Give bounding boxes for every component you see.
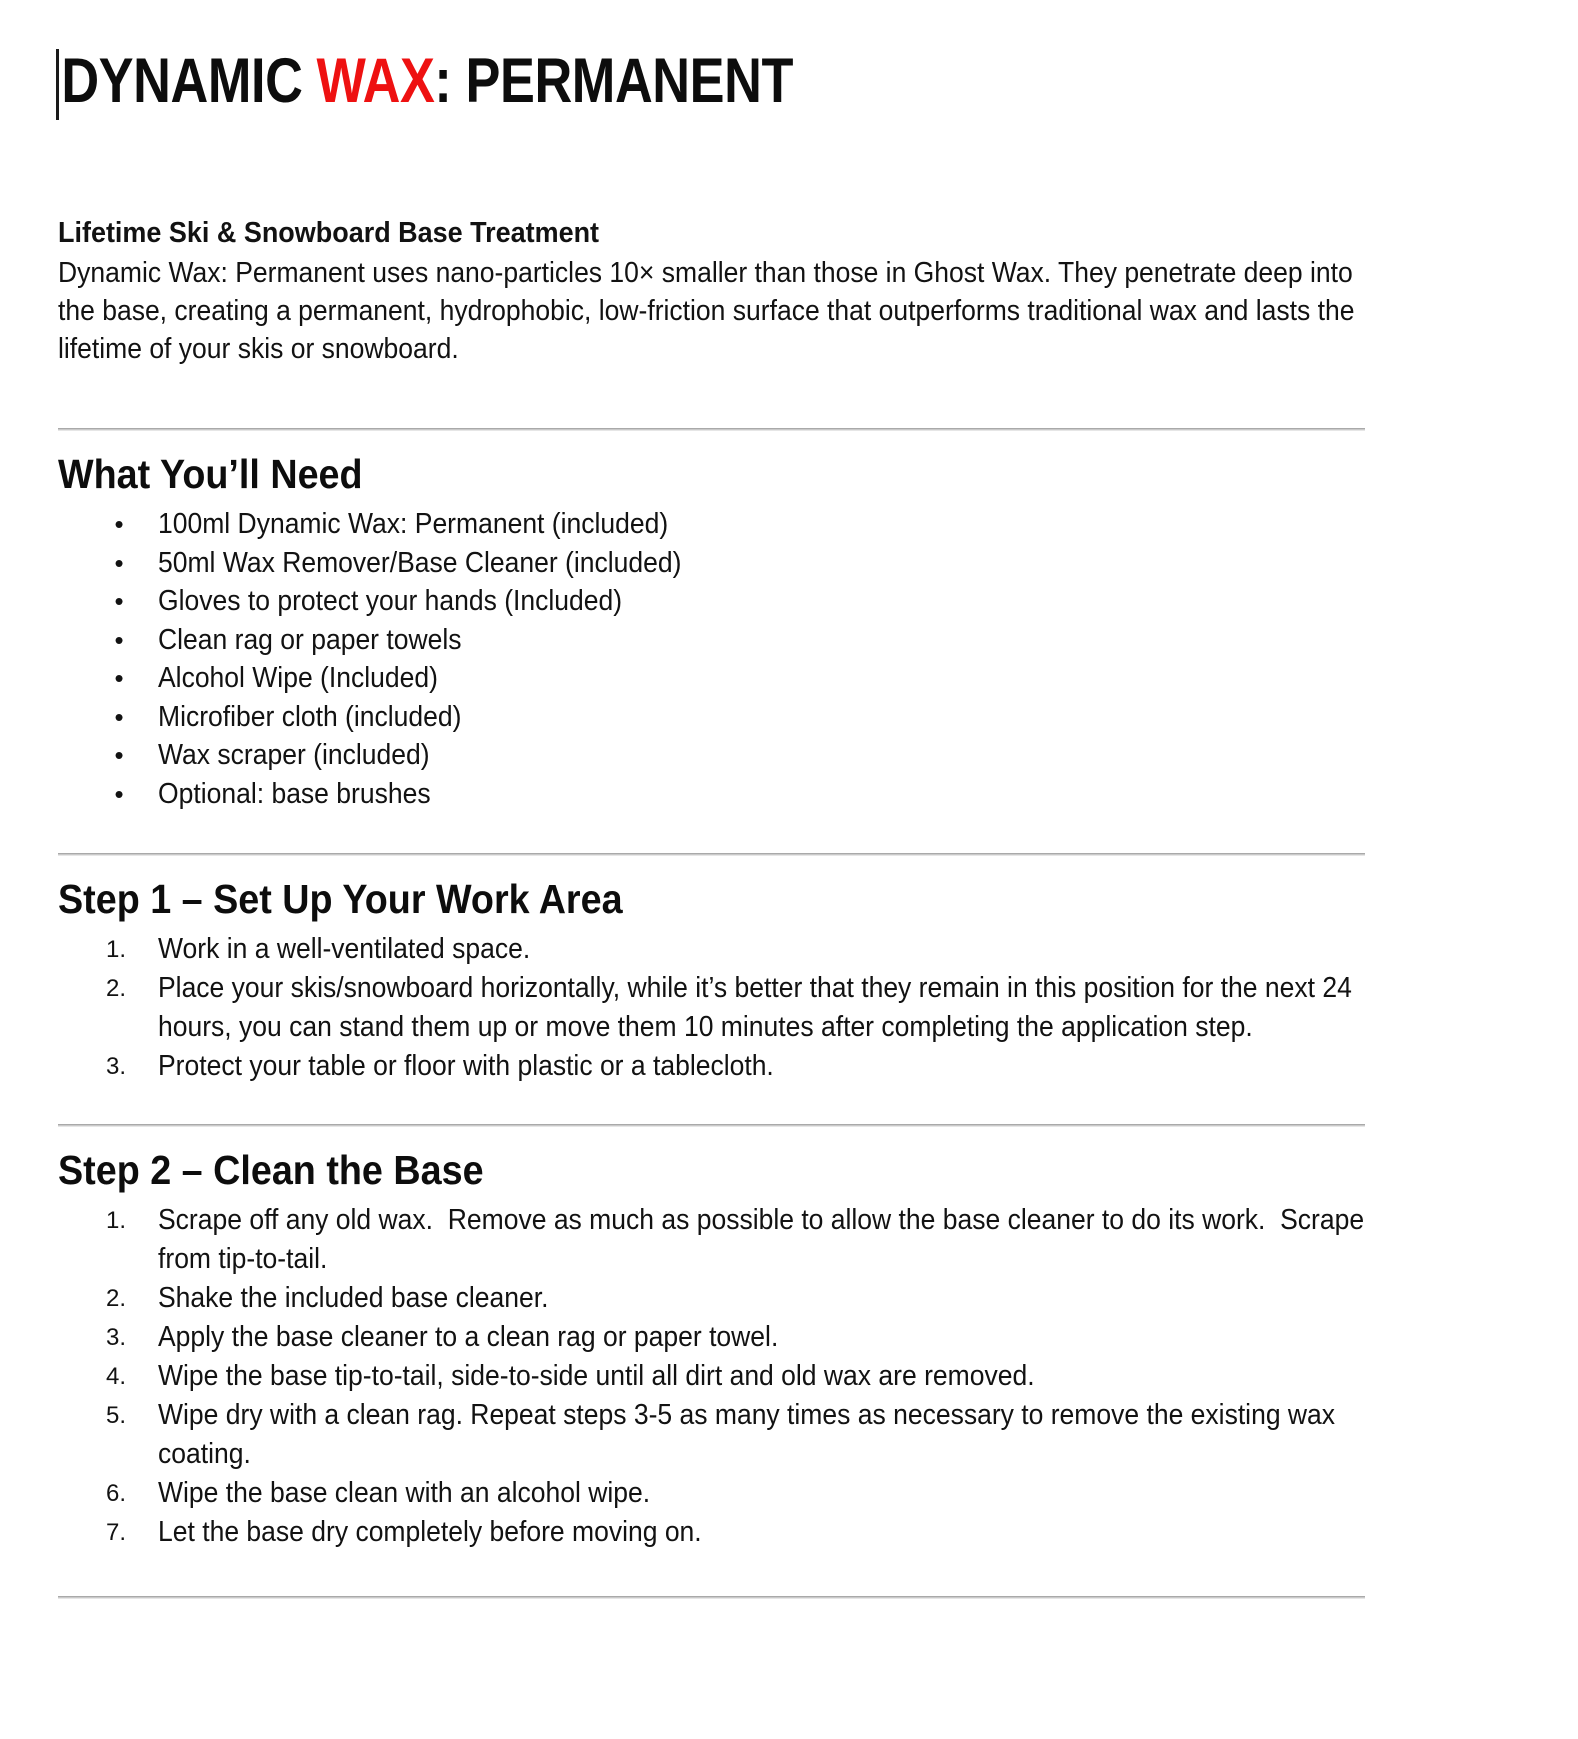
section-title: Step 2 – Clean the Base — [58, 1147, 484, 1193]
list-item-label: Clean rag or paper towels — [158, 623, 462, 656]
list-item-label: Microfiber cloth (included) — [158, 700, 462, 733]
list-item — [58, 659, 1578, 698]
section-step-2 — [58, 1145, 1578, 1552]
section-divider — [58, 853, 1365, 856]
list-item — [58, 544, 1578, 583]
list-item — [58, 505, 1578, 544]
list-marker: 1. — [106, 1207, 127, 1234]
list-marker: 2. — [106, 1285, 127, 1312]
list-marker: 6. — [106, 1480, 127, 1507]
bullet-icon: • — [114, 740, 124, 770]
list-item-label: Work in a well-ventilated space. — [158, 933, 531, 965]
step-1-list — [58, 930, 1578, 1086]
section-what-you-will-need — [58, 449, 1578, 813]
list-marker: 5. — [106, 1402, 127, 1429]
page-title-prefix: DYNAMIC — [61, 46, 317, 116]
bullet-icon: • — [114, 586, 124, 616]
bullet-icon: • — [114, 778, 124, 809]
section-step-1 — [58, 874, 1578, 1086]
list-item-label: Gloves to protect your hands (Included) — [158, 585, 623, 617]
section-spacer — [0, 1086, 1578, 1124]
page-title-suffix: : PERMANENT — [434, 46, 793, 116]
bullet-icon: • — [114, 663, 124, 693]
section-spacer — [0, 813, 1578, 853]
list-item — [58, 1396, 1578, 1474]
list-item — [58, 1201, 1578, 1279]
intro-spacer — [0, 368, 1578, 428]
list-marker: 1. — [106, 936, 127, 963]
intro-body: Dynamic Wax: Permanent uses nano-particles 10× smaller than those in Ghost Wax. They penetrate deep into the base, creating a permanent, hydrophobic, low-friction surface that outperforms traditional wax and lasts the lifetime of your skis or snowboard. — [58, 257, 1355, 365]
document-page — [0, 47, 1578, 1739]
list-item-label: Let the base dry completely before moving on. — [158, 1516, 702, 1548]
intro-block — [58, 214, 1358, 368]
list-marker: 2. — [106, 975, 127, 1002]
section-divider — [58, 1124, 1365, 1127]
needed-items-list — [58, 505, 1578, 813]
list-item — [58, 1047, 1578, 1086]
list-item — [58, 1474, 1578, 1513]
list-item — [58, 1513, 1578, 1552]
section-title: What You’ll Need — [58, 451, 363, 497]
list-item-label: 100ml Dynamic Wax: Permanent (included) — [158, 508, 669, 540]
list-item — [58, 969, 1578, 1047]
list-item — [58, 736, 1578, 775]
page-title — [58, 47, 1320, 115]
footer-spacer — [0, 1552, 1578, 1596]
section-divider — [58, 428, 1365, 431]
title-block — [58, 47, 1578, 121]
footer-divider — [58, 1596, 1365, 1599]
list-item-label: Wipe the base tip-to-tail, side-to-side until all dirt and old wax are removed. — [158, 1360, 1035, 1392]
list-item-label: Apply the base cleaner to a clean rag or paper towel. — [158, 1321, 779, 1353]
list-item-label: Scrape off any old wax. Remove as much as possible to allow the base cleaner to do its work. Scrape from tip-to-tail. — [158, 1204, 1372, 1275]
list-item-label: Wipe the base clean with an alcohol wipe. — [158, 1477, 651, 1509]
list-item-label: 50ml Wax Remover/Base Cleaner (included) — [158, 546, 682, 579]
list-marker: 3. — [106, 1324, 127, 1351]
list-item — [58, 1279, 1578, 1318]
list-marker: 4. — [106, 1363, 127, 1390]
section-title: Step 1 – Set Up Your Work Area — [58, 876, 623, 922]
list-item — [58, 582, 1578, 621]
list-marker: 7. — [106, 1519, 127, 1546]
list-item — [58, 1357, 1578, 1396]
list-item — [58, 621, 1578, 660]
page-title-accent: WAX — [316, 46, 435, 116]
step-2-list — [58, 1201, 1578, 1552]
list-item — [58, 698, 1578, 737]
list-item-label: Shake the included base cleaner. — [158, 1282, 549, 1314]
list-item — [58, 930, 1578, 969]
bullet-icon: • — [114, 701, 124, 732]
list-item-label: Wax scraper (included) — [158, 739, 430, 771]
bullet-icon: • — [114, 624, 124, 655]
list-item-label: Alcohol Wipe (Included) — [158, 662, 438, 694]
list-item-label: Optional: base brushes — [158, 777, 431, 810]
list-item-label: Place your skis/snowboard horizontally, while it’s better that they remain in this position for the next 24 hours, you can stand them up or move them 10 minutes after completing the application step. — [158, 972, 1360, 1043]
list-item-label: Wipe dry with a clean rag. Repeat steps 3-5 as many times as necessary to remove the existing wax coating. — [158, 1399, 1343, 1470]
list-item — [58, 1318, 1578, 1357]
list-item — [58, 775, 1578, 814]
intro-heading: Lifetime Ski & Snowboard Base Treatment — [58, 217, 600, 249]
list-marker: 3. — [106, 1053, 127, 1080]
bullet-icon: • — [114, 547, 124, 578]
list-item-label: Protect your table or floor with plastic or a tablecloth. — [158, 1050, 774, 1082]
bullet-icon: • — [114, 509, 124, 539]
